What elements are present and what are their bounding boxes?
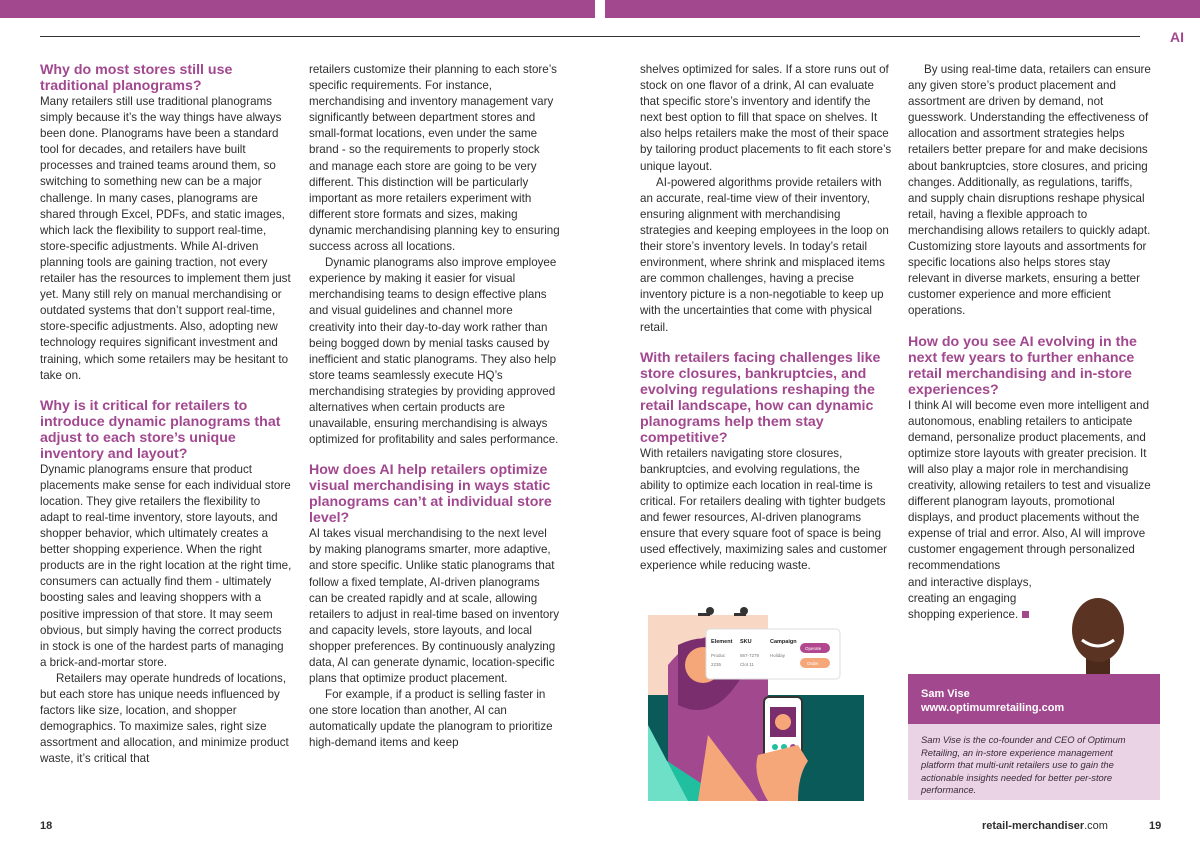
end-mark-icon — [1022, 611, 1029, 618]
question-heading: Why do most stores still use traditional planograms? — [40, 62, 233, 94]
table-cell: Produc — [711, 653, 726, 658]
paragraph: Dynamic planograms also improve employee experience by making it easier for visual merchandising teams to design effective plans and visual guidelines and channel more creativity into their day-to-day work rather than being bogged down by menial tasks caused by inefficient and static planograms. They also help store teams seamlessly execute HQ’s merchandising strategies by providing approved alternatives when certain products are unavailable, ensuring merchandising is always optimized for profitability and sales performance. — [309, 256, 559, 447]
paragraph: I think AI will become even more intelligent and autonomous, enabling retailers to anticipate demand, personalize product placements, and optimize store layouts with greater precision. It will also play a major role in merchandising creativity, allowing retailers to test and visualize different planogram layouts, promotional displays, and product placements without the expense of trial and error. Also, AI will improve customer engagement through personalized recommendations — [908, 398, 1151, 573]
author-name: Sam Vise — [921, 688, 970, 700]
author-website-link[interactable]: www.optimumretailing.com — [921, 702, 1065, 714]
paragraph: With retailers navigating store closures, bankruptcies, and evolving regulations, the ability to optimize each location in real-time is critical. For retailers dealing with tighter budgets and fewer resources, AI-driven planograms ensure that every square foot of space is being used effectively, maximizing sales and customer experience while reducing waste. — [640, 446, 888, 573]
paragraph: AI takes visual merchandising to the next level by making planograms smarter, more adaptive, and store specific. Unlike static planograms that follow a fixed template, AI-driven planograms can be created rapidly and at scale, allowing retailers to adjust in real-time based on inventory and capacity levels, store layouts, and local shopper preferences. By continuously analyzing data, AI can generate dynamic, location-specific plans that optimize product placement. — [309, 527, 560, 686]
planogram-illustration — [648, 605, 864, 801]
publication-site: retail-merchandiser.com — [982, 820, 1108, 832]
question-heading: How does AI help retailers optimize visual merchandising in ways static planograms can’t at individual store level? — [309, 462, 552, 527]
table-header: Element — [711, 639, 733, 645]
question-heading: With retailers facing challenges like store closures, bankruptcies, and evolving regulations reshaping the retail landscape, how can dynamic planograms help them stay competitive? — [640, 349, 881, 446]
column-3 — [640, 62, 892, 574]
paragraph-end: and interactive displays, creating an engaging shopping experience. — [908, 575, 1032, 621]
paragraph: By using real-time data, retailers can ensure any given store’s product placement and assortment are driven by demand, not guesswork. Understanding the effectiveness of allocation and assortment strategies helps retailers better prepare for and make decisions about bankruptcies, store closures, and pricing changes. Additionally, as regulations, tariffs, and supply chain disruptions reshape physical retail, having a flexible approach to merchandising allows retailers to quickly adapt. Customizing store layouts and assortments for specific locations also helps stores stay relevant in diverse markets, ensuring a better customer experience and more efficient operations. — [908, 63, 1151, 318]
table-cell: Clot 11 — [740, 662, 754, 667]
page-number-right: 19 — [1149, 820, 1162, 832]
question-heading: Why is it critical for retailers to introduce dynamic planograms that adjust to each store’s unique inventory and layout? — [40, 397, 281, 462]
column-4 — [908, 62, 1152, 623]
table-cell: Holiday — [770, 653, 786, 658]
column-2 — [309, 62, 561, 752]
paragraph: For example, if a product is selling faster in one store location than another, AI can automatically update the planogram to prioritize high-demand items and keep — [309, 688, 553, 750]
question-heading: How do you see AI evolving in the next few years to further enhance retail merchandising and in-store experiences? — [908, 333, 1137, 398]
paragraph: Retailers may operate hundreds of locations, but each store has unique needs influenced by factors like size, location, and shopper demographics. To maximize sales, right size assortment and allocation, and minimize product waste, it’s critical that — [40, 671, 289, 766]
section-tag: AI — [1170, 29, 1184, 45]
page-number-left: 18 — [40, 820, 53, 832]
illustration-button-label: Order — [807, 661, 819, 666]
paragraph: Many retailers still use traditional planograms simply because it’s the way things have always been done. Planograms have been a standard tool for decades, and retailers have built processes and trained teams around them, so switching to something new can be a major challenge. In many cases, planograms are shared through Excel, PDFs, and static images, which lack the flexibility to support real-time, store-specific adjustments. While AI-driven planning tools are gaining traction, not every retailer has the resources to implement them just yet. Many still rely on manual merchandising or outdated systems that don’t support real-time, store-specific adjustments. Also, adopting new technology requires significant investment and training, which some retailers may be hesitant to take on. — [40, 95, 291, 382]
paragraph: Dynamic planograms ensure that product placements make sense for each individual store location. They give retailers the flexibility to adapt to real-time inventory, store layouts, and shopper behavior, which ultimately creates a better shopping experience. When the right products are in the right location at the right time, consumers can actually find them - ultimately boosting sales and leaving shoppers with a positive impression of that store. It may seem obvious, but simply having the correct products in stock is one of the hardest parts of managing a brick-and-mortar store. — [40, 462, 292, 669]
table-cell: 567-7279 — [740, 653, 760, 658]
paragraph: shelves optimized for sales. If a store runs out of stock on one flavor of a drink, AI can evaluate that specific store’s inventory and identify the next best option to fill that space on shelves. It also helps retailers make the most of their space by tailoring product placements to fit each store’s unique layout. — [640, 63, 892, 173]
table-header: SKU — [740, 639, 752, 645]
illustration-button-label: Operate — [805, 646, 822, 651]
spine-gap — [595, 0, 605, 18]
paragraph: AI-powered algorithms provide retailers with an accurate, real-time view of their inventory, ensuring alignment with merchandising strategies and keeping employees in the loop on their store’s inventory levels. In today’s retail environment, where shrink and misplaced items are common challenges, having a precise inventory picture is a non-negotiable to keep up with the uncertainties that come with physical retail. — [640, 175, 889, 334]
paragraph: retailers customize their planning to each store’s specific requirements. For instance, merchandising and inventory management vary significantly between department stores and small-format locations, even under the same brand - so the requirements to properly stock and manage each store are going to be very different. This distinction will be particularly important as more retailers experiment with different store formats and sizes, making dynamic merchandising planning key to ensuring success across all locations. — [309, 63, 560, 254]
author-bio: Sam Vise is the co-founder and CEO of Optimum Retailing, an in-store experience management platform that multi-unit retailers use to gain the actionable insights needed for better per-store performance. — [908, 724, 1160, 800]
table-cell: 2235 — [711, 662, 722, 667]
column-1 — [40, 62, 292, 767]
table-header: Campaign — [770, 639, 797, 645]
header-rule — [40, 36, 1140, 37]
